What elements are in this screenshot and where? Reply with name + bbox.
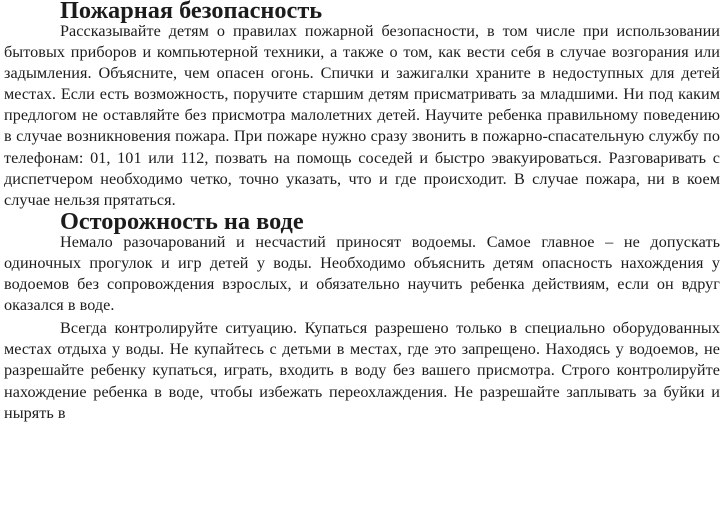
fire-safety-paragraph: Рассказывайте детям о правилах пожарной безопасности, в том числе при использовании бытовых приборов и компьютерной техники, а также о том, как вести себя в случае возгорания или задымления. Объясните, чем опасен огонь. Спички и зажигалки храните в недоступных для детей местах. Если есть возможность, поручите старшим детям присматривать за младшими. Ни под каким предлогом не оставляйте без присмотра малолетних детей. Научите ребенка правильному поведению в случае возникновения пожара. При пожаре нужно сразу звонить в пожарно-спасательную службу по телефонам: 01, 101 или 112, позвать на помощь соседей и быстро эвакуироваться. Разговаривать с диспетчером необходимо четко, точно указать, что и где происходит. В случае пожара, ни в коем случае нельзя прятаться. bbox=[4, 22, 720, 209]
fire-safety-section bbox=[4, 0, 720, 211]
water-safety-section bbox=[4, 207, 720, 424]
fire-safety-heading: Пожарная безопасность bbox=[60, 0, 323, 24]
document-page bbox=[4, 0, 720, 424]
water-safety-heading: Осторожность на воде bbox=[60, 207, 304, 235]
water-safety-paragraph-1: Немало разочарований и несчастий приносят водоемы. Самое главное – не допускать одиночных прогулок и игр детей у воды. Необходимо объяснить детям опасность нахождения у водоемов без сопровождения взрослых, и обязательно научить ребенка действиям, если он вдруг оказался в воде. bbox=[4, 232, 720, 315]
water-safety-paragraph-2: Всегда контролируйте ситуацию. Купаться разрешено только в специально оборудованных местах отдыха у воды. Не купайтесь с детьми в местах, где это запрещено. Находясь у водоемов, не разрешайте ребенку купаться, играть, входить в воду без вашего присмотра. Строго контролируйте нахождение ребенка в воде, чтобы избежать переохлаждения. Не разрешайте заплывать за буйки и нырять в bbox=[4, 319, 720, 422]
